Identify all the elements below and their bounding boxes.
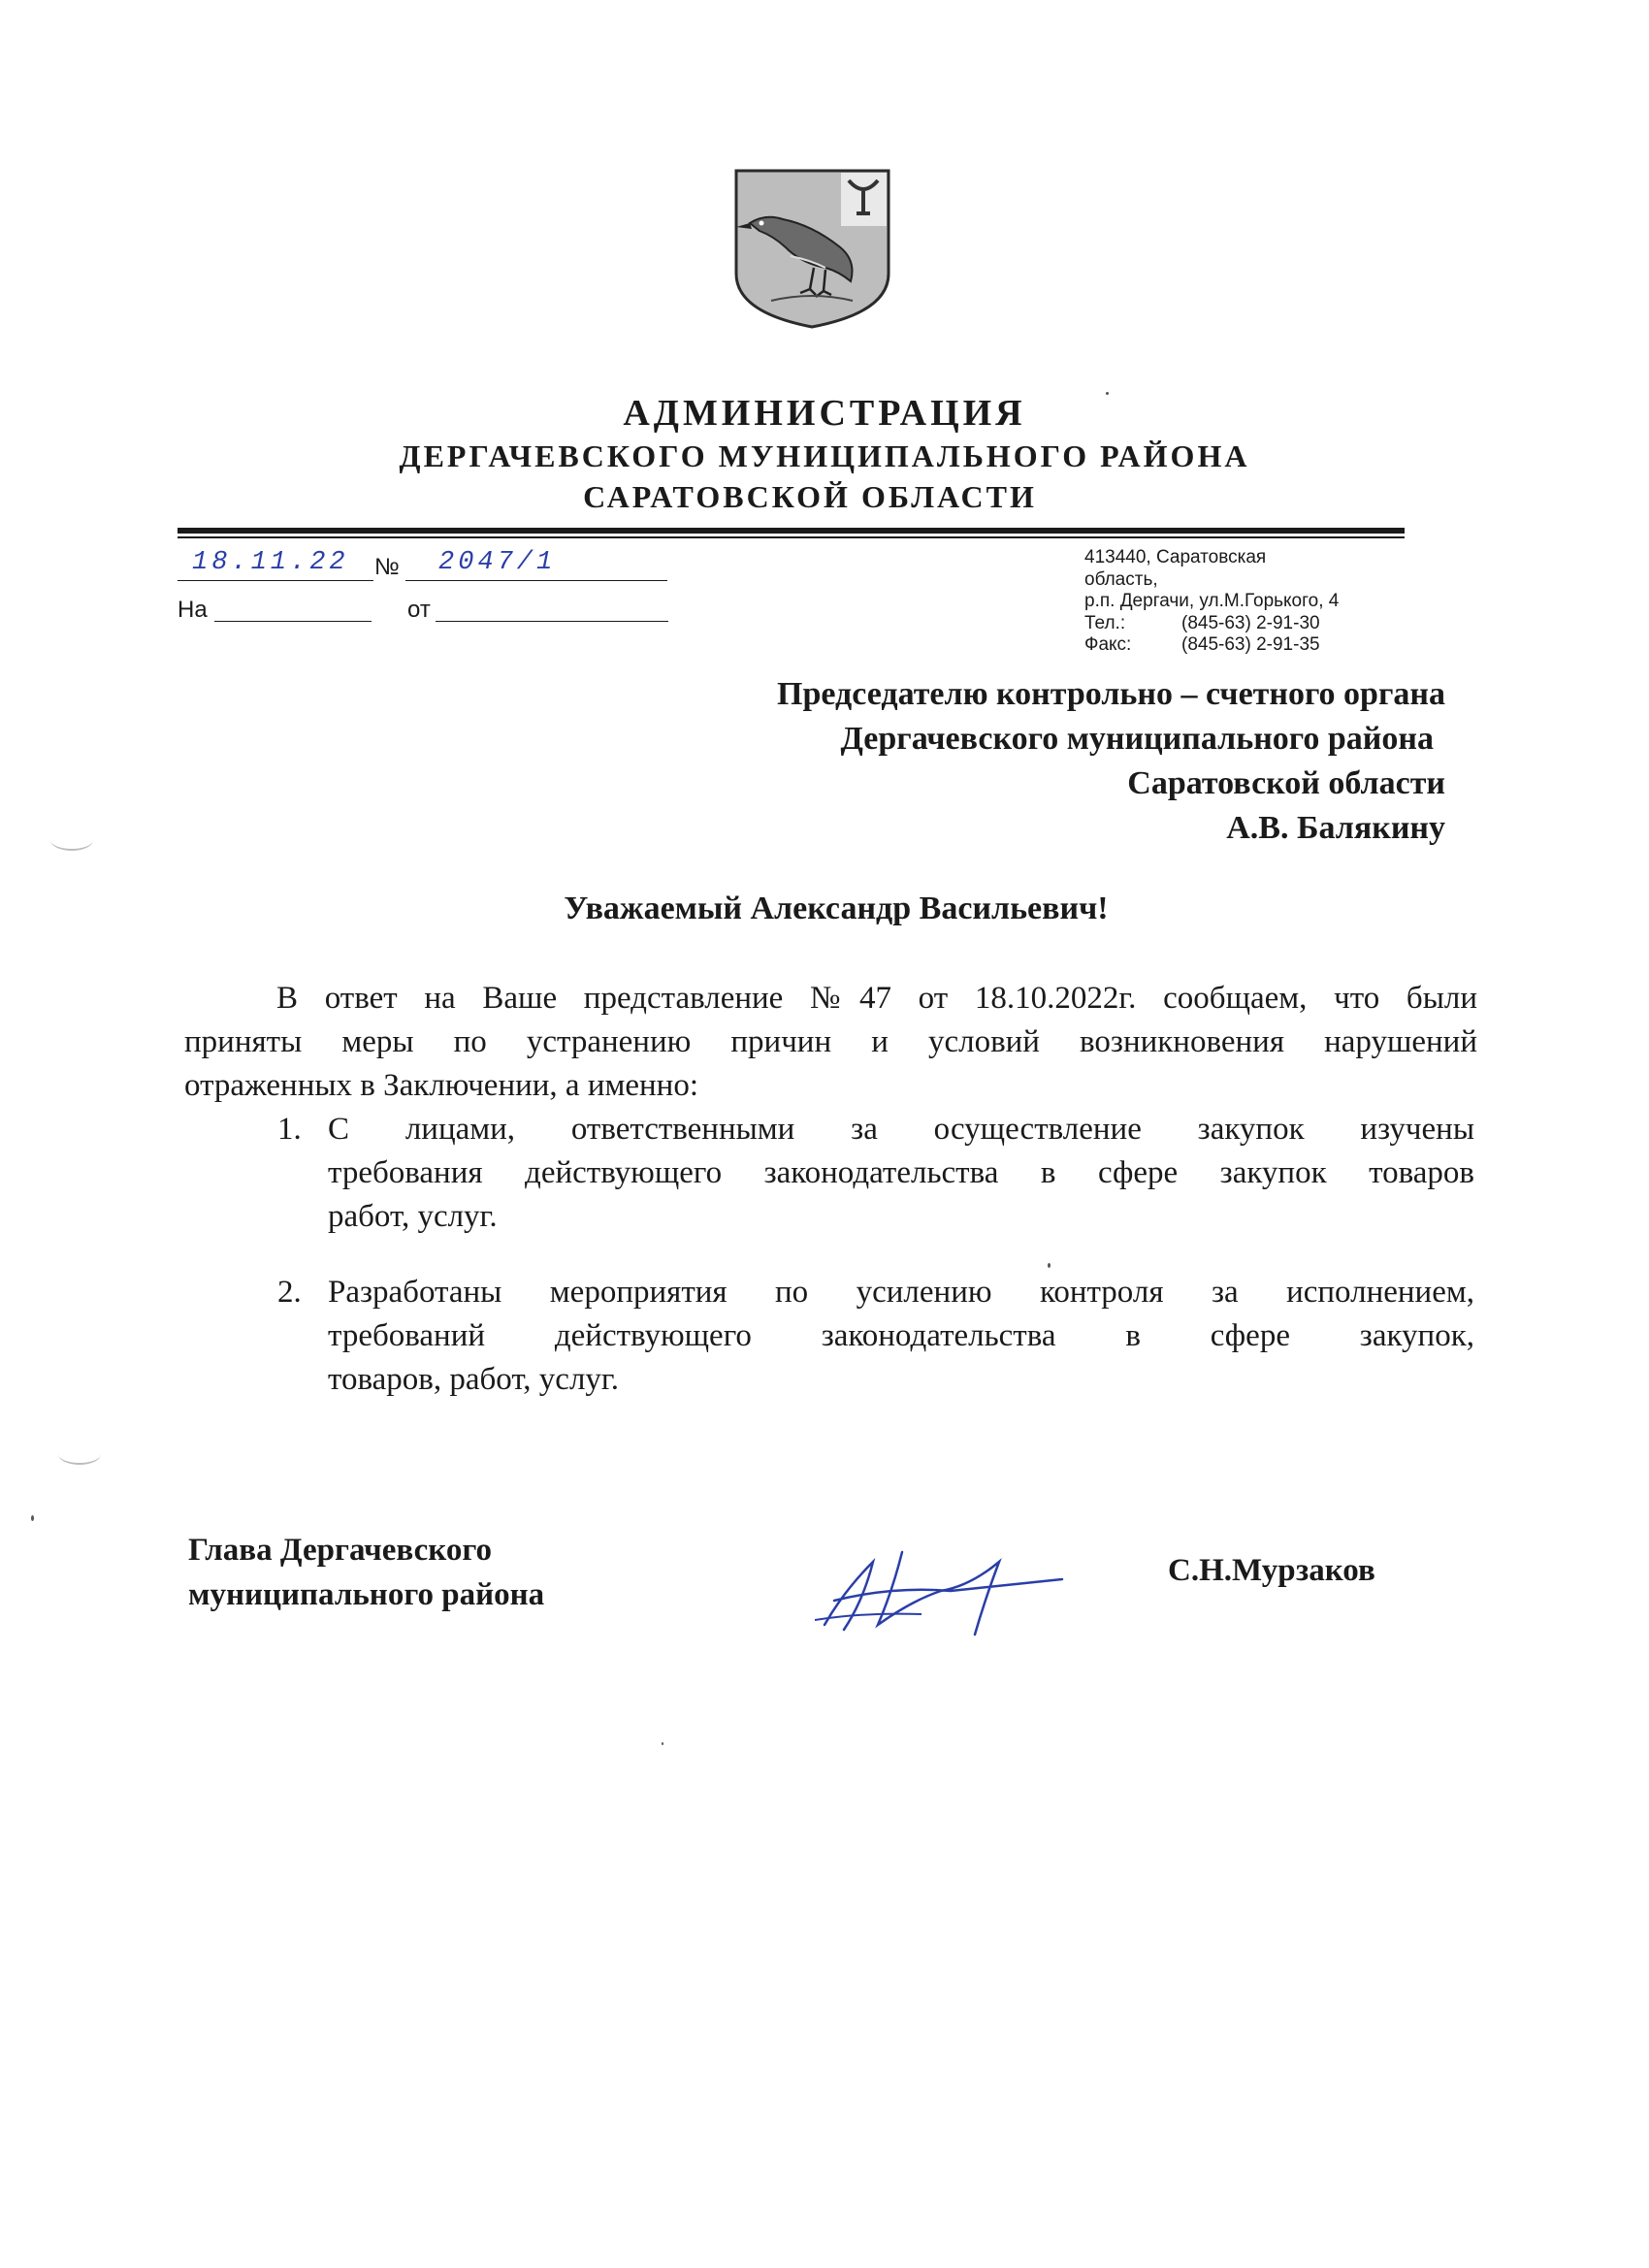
phone-number: (845-63) 2-91-30	[1181, 612, 1320, 633]
reg-on-underline	[214, 621, 372, 622]
address-fax	[1084, 634, 1339, 657]
org-subtitle-district: ДЕРГАЧЕВСКОГО МУНИЦИПАЛЬНОГО РАЙОНА	[399, 438, 1250, 473]
header-rule-thick	[178, 528, 1405, 534]
list-item-line: требований действующего законодательства в сфере закупок,	[328, 1318, 1474, 1353]
body-paragraph	[184, 977, 1477, 1108]
reg-date-handwritten: 18.11.22	[192, 548, 349, 577]
scan-speck	[1048, 1263, 1051, 1268]
reg-number-underline	[405, 580, 667, 581]
org-address	[1084, 547, 1339, 657]
list-item-number: 1.	[277, 1112, 302, 1147]
list-item-line: товаров, работ, услуг.	[328, 1362, 619, 1397]
header-rule-thin	[178, 536, 1405, 538]
address-line-1: 413440, Саратовская	[1084, 547, 1267, 567]
list-item-text	[328, 1108, 1474, 1239]
org-title: АДМИНИСТРАЦИЯ	[623, 393, 1026, 434]
coat-of-arms-icon	[732, 167, 892, 330]
scan-speck	[31, 1515, 34, 1521]
list-item-line: Разработаны мероприятия по усилению контроля за исполнением,	[328, 1275, 1474, 1310]
reg-date-underline	[178, 580, 373, 581]
reg-from-label: от	[407, 597, 431, 623]
handwritten-signature-icon	[805, 1533, 1067, 1639]
signatory-position	[188, 1528, 544, 1617]
addressee	[777, 672, 1445, 851]
signatory-position-line-2: муниципального района	[188, 1577, 545, 1612]
scan-speck	[1106, 392, 1109, 395]
body-line-1: В ответ на Ваше представление №47 от 18.10.2022г. сообщаем, что были	[276, 981, 1477, 1016]
body-line-2: приняты меры по устранению причин и условий возникновения нарушений	[184, 1024, 1477, 1059]
punch-hole-mark	[58, 1443, 101, 1465]
signatory-position-line-1: Глава Дергачевского	[188, 1533, 493, 1568]
scan-speck	[662, 1742, 663, 1745]
phone-label: Тел.:	[1084, 612, 1126, 633]
address-line-2: область,	[1084, 568, 1158, 590]
address-phone	[1084, 613, 1339, 635]
signatory-name: С.Н.Мурзаков	[1168, 1553, 1375, 1588]
addressee-line-1: Председателю контрольно – счетного органа	[777, 676, 1445, 712]
reg-number-label: №	[374, 554, 400, 580]
body-line-3: отраженных в Заключении, а именно:	[184, 1068, 698, 1103]
list-item-line: С лицами, ответственными за осуществление закупок изучены	[328, 1112, 1474, 1147]
addressee-line-3: Саратовской области	[1127, 765, 1445, 801]
fax-label: Факс:	[1084, 634, 1132, 655]
greeting: Уважаемый Александр Васильевич!	[564, 891, 1109, 926]
fax-number: (845-63) 2-91-35	[1181, 634, 1320, 655]
address-line-3: р.п. Дергачи, ул.М.Горького, 4	[1084, 591, 1340, 611]
list-item-line: требования действующего законодательства в сфере закупок товаров	[328, 1155, 1474, 1190]
org-subtitle-region: САРАТОВСКОЙ ОБЛАСТИ	[583, 479, 1037, 514]
list-item-line: работ, услуг.	[328, 1199, 498, 1234]
list-item-text	[328, 1271, 1474, 1402]
reg-from-underline	[436, 621, 668, 622]
addressee-line-2: Дергачевского муниципального района	[840, 721, 1434, 757]
reg-number-handwritten: 2047/1	[438, 548, 557, 577]
list-item-number: 2.	[277, 1275, 302, 1310]
punch-hole-mark	[50, 829, 93, 851]
reg-on-label: На	[178, 597, 208, 623]
addressee-line-4: А.В. Балякину	[1226, 810, 1445, 846]
